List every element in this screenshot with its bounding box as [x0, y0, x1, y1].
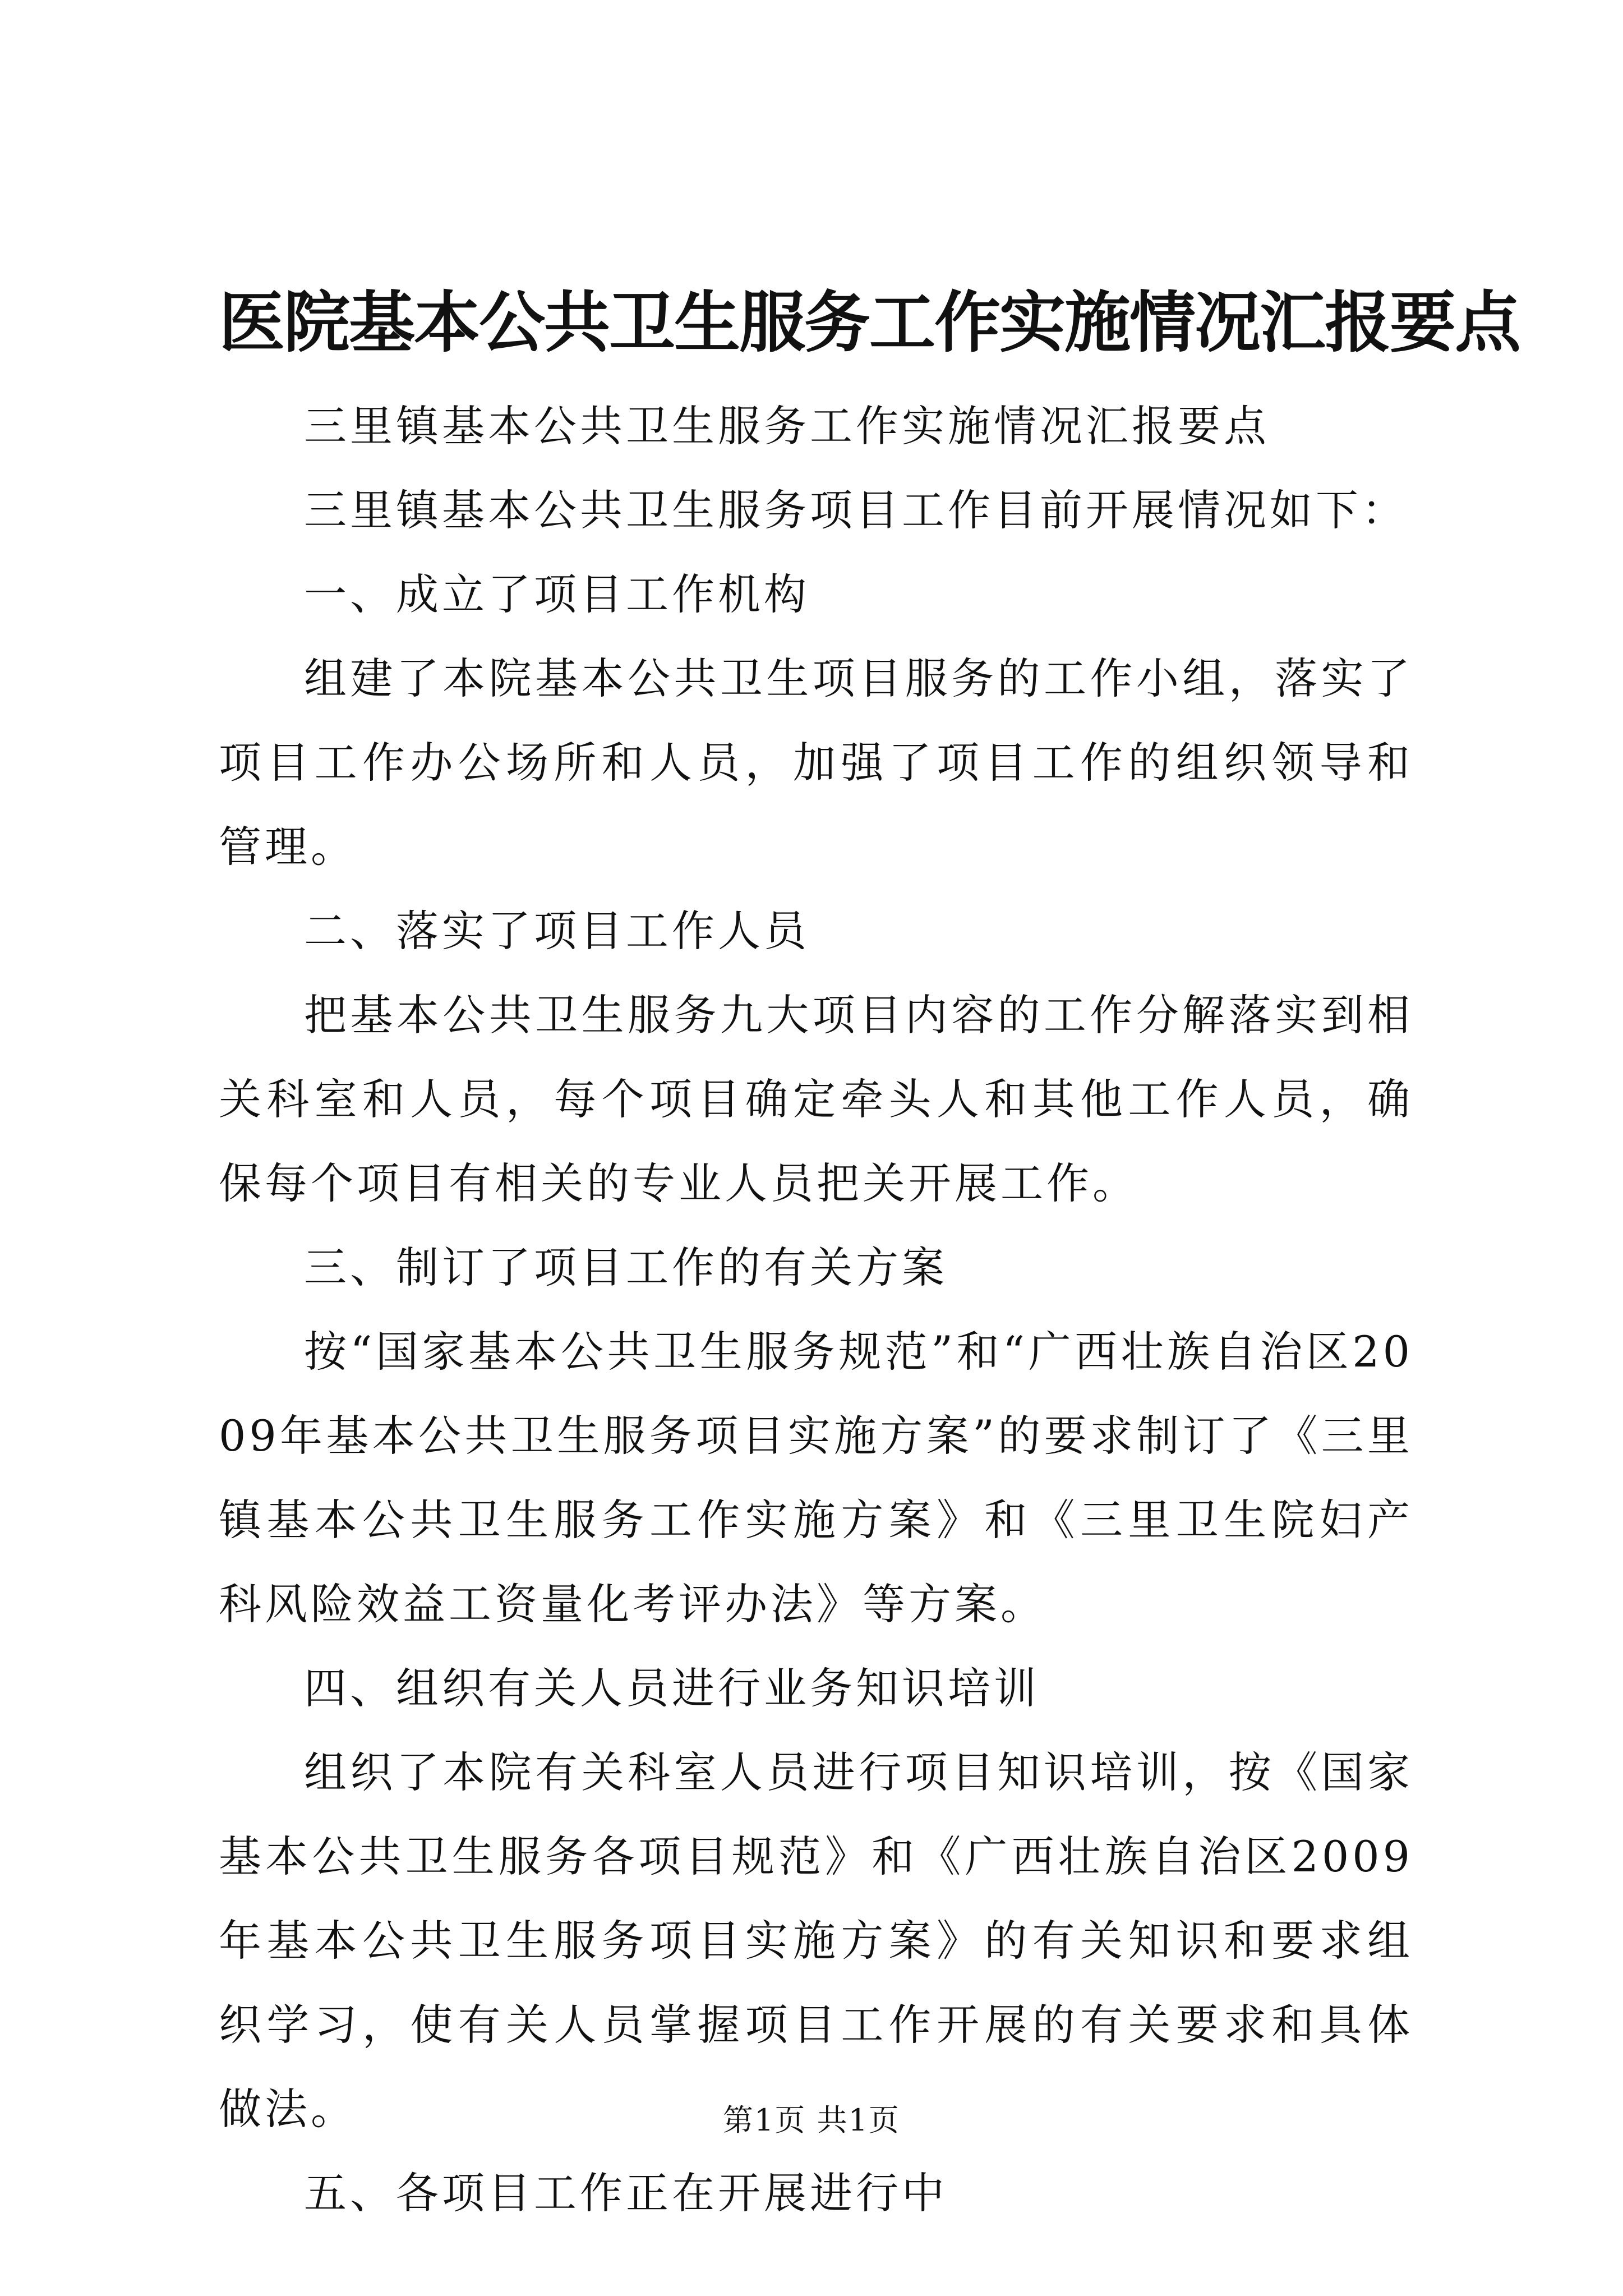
section-heading-3: 三、制订了项目工作的有关方案: [304, 1243, 948, 1292]
section-heading-4: 四、组织有关人员进行业务知识培训: [304, 1663, 1040, 1713]
subtitle-paragraph: 三里镇基本公共卫生服务工作实施情况汇报要点: [304, 401, 1270, 451]
page-footer: 第1页 共1页: [723, 2102, 900, 2138]
document-body: [219, 384, 1413, 2235]
section-body-4: 组织了本院有关科室人员进行项目知识培训，按《国家基本公共卫生服务各项目规范》和《广西壮族自治区2009年基本公共卫生服务项目实施方案》的有关知识和要求组织学习，使有关人员掌握项目工作开展的有关要求和具体做法。: [219, 1747, 1413, 2134]
section-heading-5: 五、各项目工作正在开展进行中: [304, 2168, 948, 2218]
document-title: 医院基本公共卫生服务工作实施情况汇报要点: [219, 283, 1520, 361]
section-body-1: 组建了本院基本公共卫生项目服务的工作小组，落实了项目工作办公场所和人员，加强了项目工作的组织领导和管理。: [219, 654, 1413, 872]
section-heading-2: 二、落实了项目工作人员: [304, 906, 810, 956]
section-heading-1: 一、成立了项目工作机构: [304, 569, 810, 619]
intro-paragraph: 三里镇基本公共卫生服务项目工作目前开展情况如下：: [304, 485, 1408, 535]
section-body-3: 按“国家基本公共卫生服务规范”和“广西壮族自治区2009年基本公共卫生服务项目实施方案”的要求制订了《三里镇基本公共卫生服务工作实施方案》和《三里卫生院妇产科风险效益工资量化考评办法》等方案。: [219, 1327, 1413, 1629]
section-body-2: 把基本公共卫生服务九大项目内容的工作分解落实到相关科室和人员，每个项目确定牵头人和其他工作人员，确保每个项目有相关的专业人员把关开展工作。: [219, 990, 1413, 1208]
